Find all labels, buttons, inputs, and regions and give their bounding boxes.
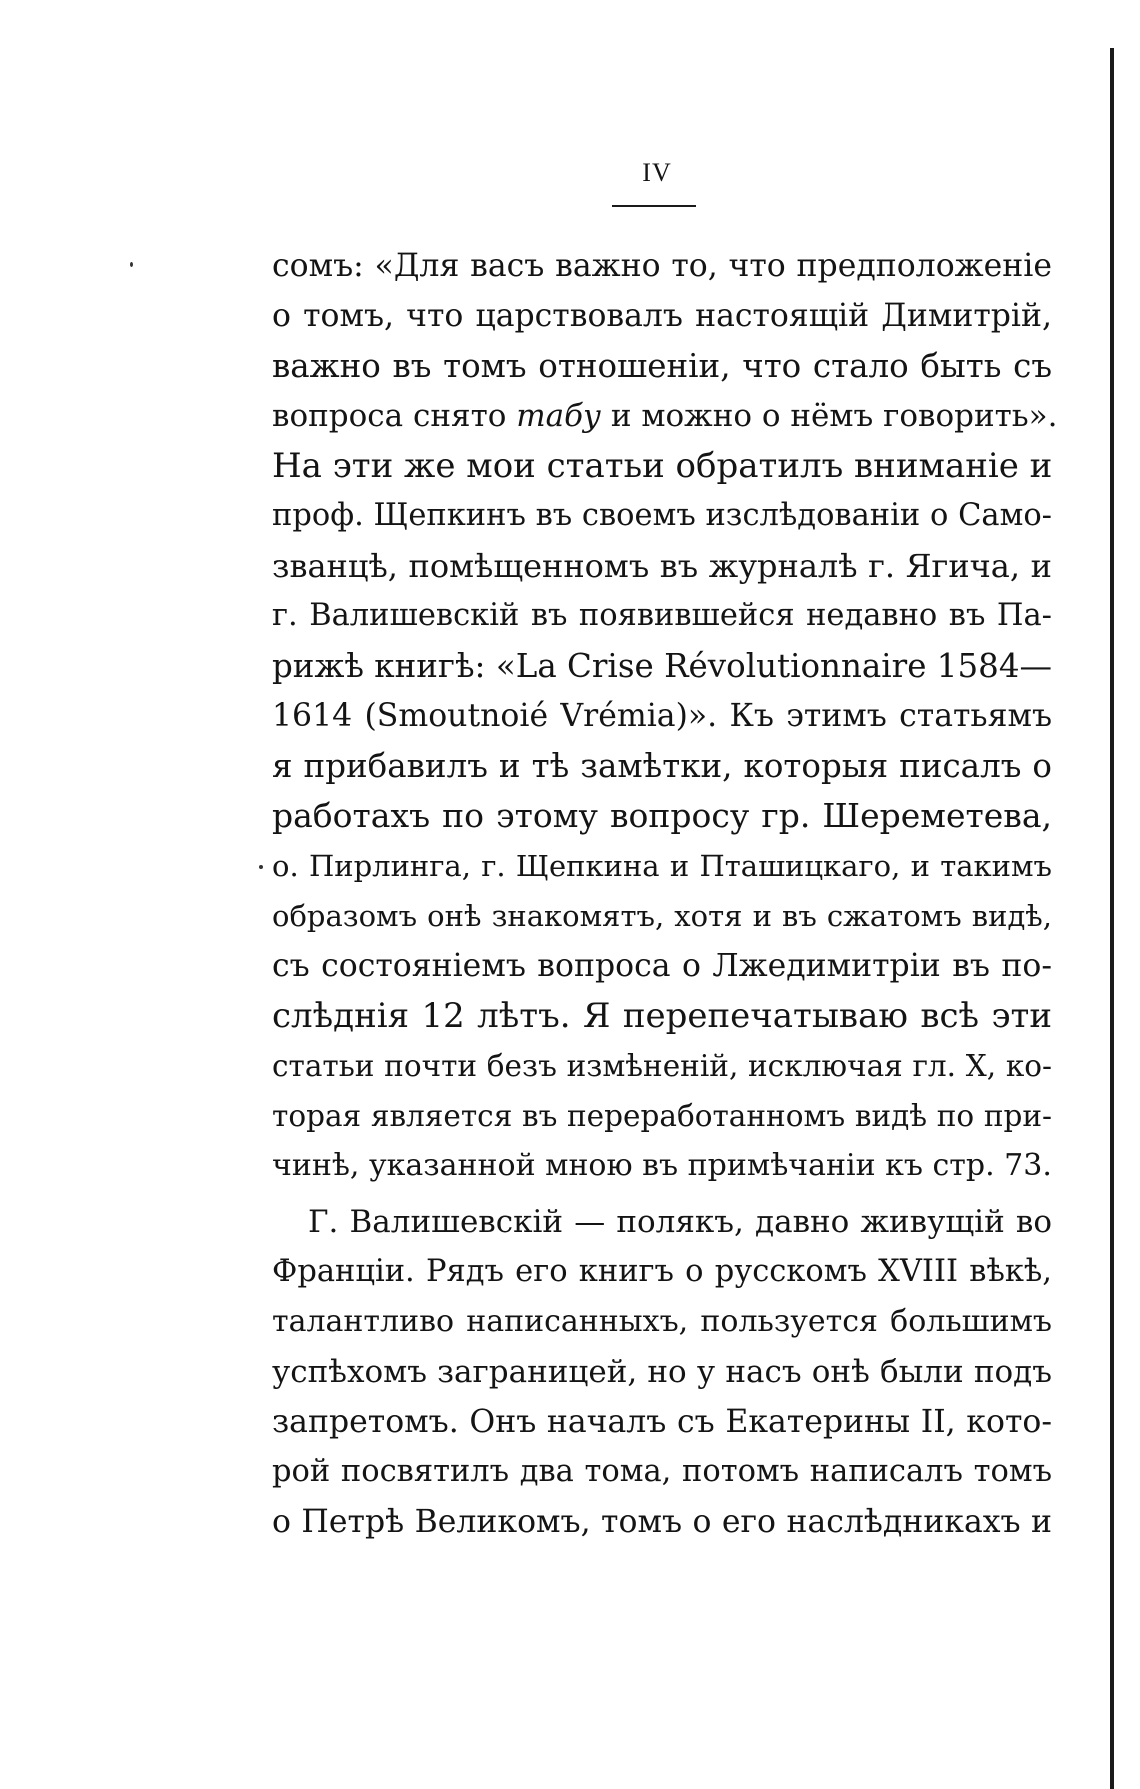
text-line: съ состояніемъ вопроса о Лжедимитріи въ по-	[272, 948, 1052, 984]
italic-word: табу	[516, 398, 602, 434]
text-fragment: и можно о нёмъ говорить».	[610, 398, 1058, 434]
text-line: я прибавилъ и тѣ замѣтки, которыя писалъ о	[272, 747, 1052, 785]
text-fragment: вопроса снято	[272, 398, 507, 434]
text-line: талантливо написанныхъ, пользуется большимъ	[272, 1304, 1052, 1339]
text-line: чинѣ, указанной мною въ примѣчаніи къ стр. 73.	[272, 1148, 1052, 1183]
text-line: о томъ, что царствовалъ настоящій Димитрій,	[272, 298, 1052, 334]
text-line: о Петрѣ Великомъ, томъ о его наслѣдникахъ и	[272, 1504, 1052, 1540]
page-number: IV	[642, 158, 672, 187]
text-line: сомъ: «Для васъ важно то, что предположеніе	[272, 248, 1052, 284]
scan-speck	[259, 865, 263, 869]
text-line: торая является въ переработанномъ видѣ по при-	[272, 1099, 1052, 1133]
text-line: важно въ томъ отношеніи, что стало быть съ	[272, 347, 1052, 385]
text-line: запретомъ. Онъ началъ съ Екатерины II, кото-	[272, 1404, 1052, 1440]
page-number-rule	[612, 205, 696, 207]
text-line: работахъ по этому вопросу гр. Шереметева,	[272, 796, 1052, 835]
scan-speck	[130, 262, 133, 267]
text-line: Г. Валишевскій — полякъ, давно живущій во	[308, 1204, 1052, 1240]
text-line: образомъ онѣ знакомятъ, хотя и въ сжатомъ видѣ,	[272, 899, 1052, 933]
text-line: 1614 (Smoutnoié Vrémia)». Къ этимъ статьямъ	[272, 698, 1052, 734]
text-line: рижѣ книгѣ: «La Crise Révolutionnaire 1584—	[272, 647, 1052, 685]
text-line: званцѣ, помѣщенномъ въ журналѣ г. Ягича, и	[272, 547, 1052, 585]
text-line: статьи почти безъ измѣненій, исключая гл. X, ко-	[272, 1049, 1052, 1083]
body-text	[272, 241, 1058, 1547]
text-line: Франціи. Рядъ его книгъ о русскомъ XVIII вѣкѣ,	[272, 1254, 1052, 1289]
text-line: успѣхомъ заграницей, но у насъ онѣ были подъ	[272, 1354, 1052, 1390]
text-line: о. Пирлинга, г. Щепкина и Пташицкаго, и такимъ	[272, 849, 1052, 883]
page-edge-shadow	[1110, 48, 1114, 1789]
text-line: На эти же мои статьи обратилъ вниманіе и	[272, 446, 1053, 486]
text-line: проф. Щепкинъ въ своемъ изслѣдованіи о Само-	[272, 498, 1052, 533]
text-line-with-italic	[272, 391, 1058, 441]
text-line: г. Валишевскій въ появившейся недавно въ Па-	[272, 598, 1052, 633]
text-line: слѣднія 12 лѣтъ. Я перепечатываю всѣ эти	[272, 996, 1052, 1036]
text-line: рой посвятилъ два тома, потомъ написалъ томъ	[272, 1454, 1052, 1489]
